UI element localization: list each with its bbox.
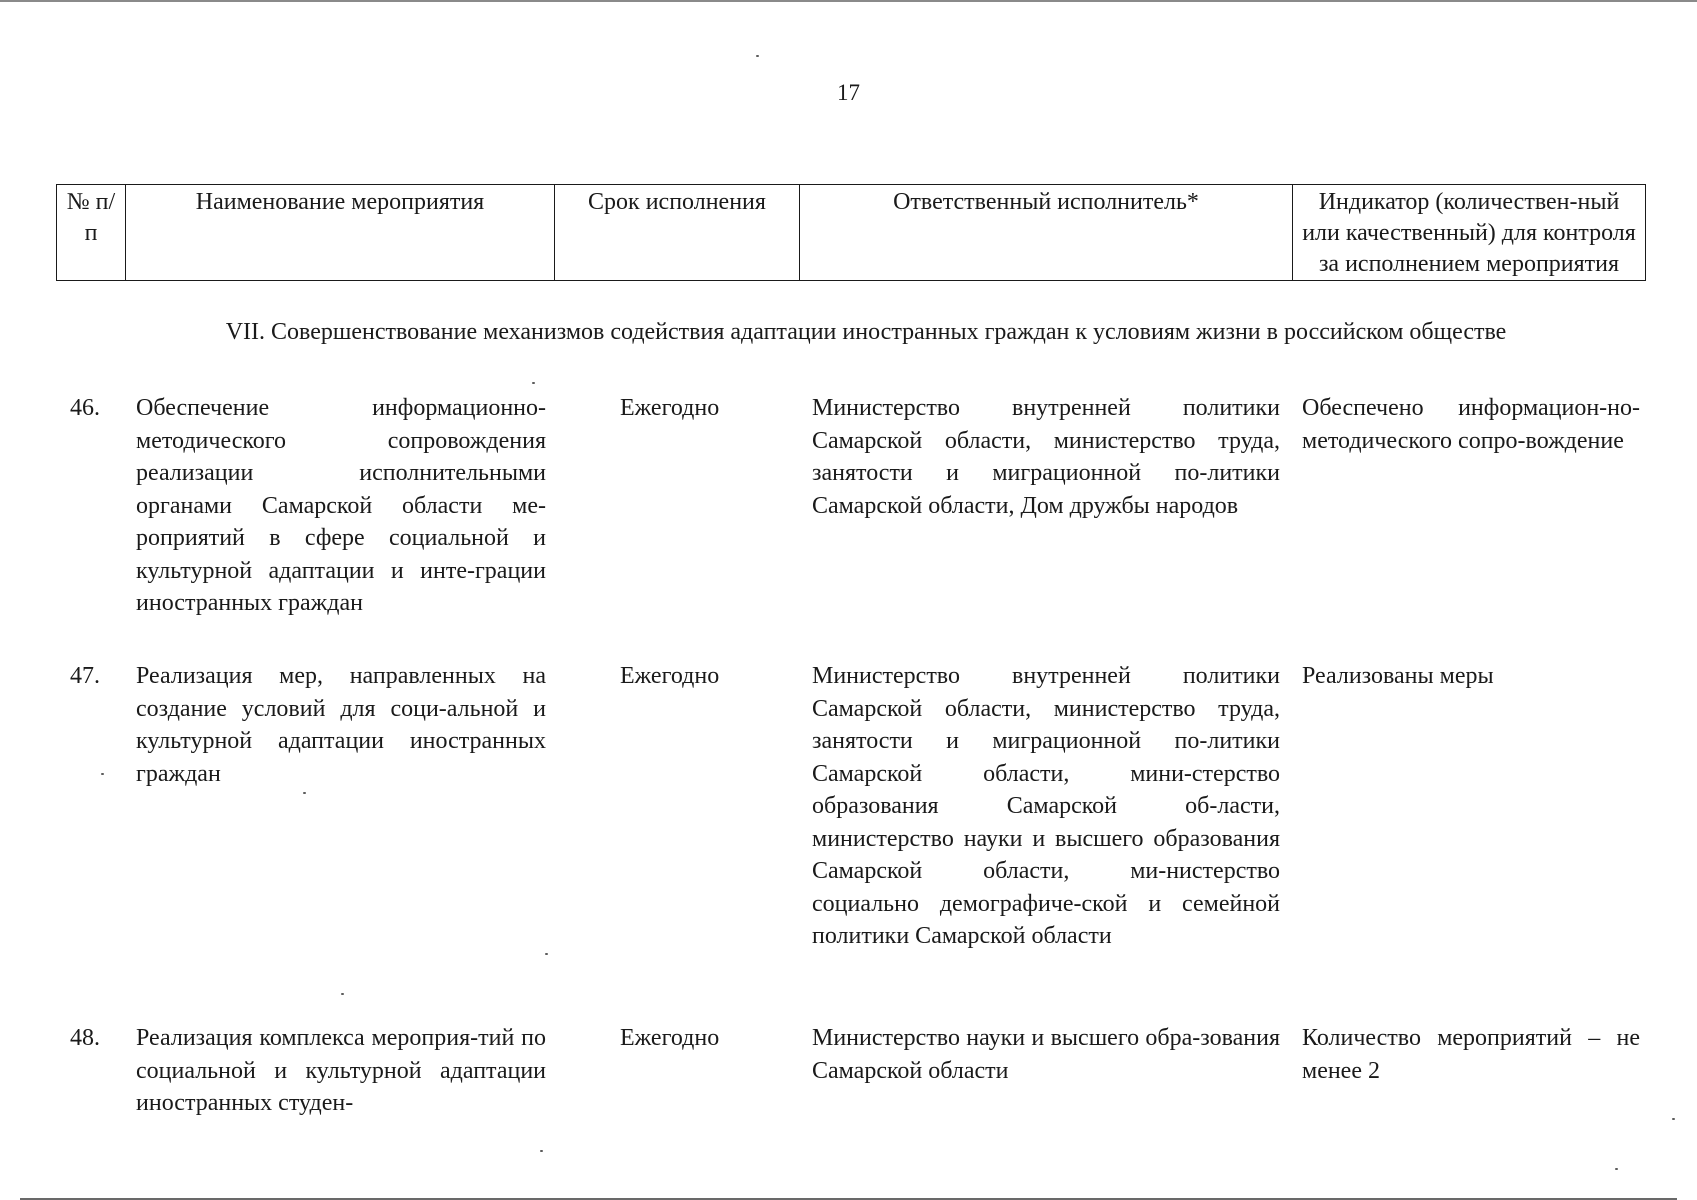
header-col-name: Наименование мероприятия xyxy=(126,185,555,281)
row-term: Ежегодно xyxy=(620,663,720,689)
row-number: 46. xyxy=(70,395,100,421)
scan-speck xyxy=(1672,1118,1675,1120)
row-indicator: Реализованы меры xyxy=(1302,663,1494,689)
row-responsible: Министерство внутренней политики Самарской области, министерство труда, занятости и миграционной по-литики Самарской области, мини-стерство образования Самарской об-ласти, министерство науки и высшего образования Самарской области, ми-нистерство социально демографиче-ской и семейной политики Самарской области xyxy=(812,663,1280,949)
scan-speck xyxy=(756,55,759,57)
row-term: Ежегодно xyxy=(620,395,720,421)
scan-speck xyxy=(532,382,535,384)
row-name: Реализация комплекса мероприя-тий по социальной и культурной адаптации иностранных студен- xyxy=(136,1025,546,1116)
section-title: VII. Совершенствование механизмов содействия адаптации иностранных граждан к условиям жизни в российском обществе xyxy=(225,319,1507,345)
scan-edge-top xyxy=(0,0,1697,2)
scan-speck xyxy=(1615,1168,1618,1170)
row-number: 48. xyxy=(70,1025,100,1051)
header-col-indicator: Индикатор (количествен-ный или качественный) для контроля за исполнением мероприятия xyxy=(1293,185,1646,281)
scan-speck xyxy=(101,773,104,775)
row-responsible: Министерство науки и высшего обра-зования Самарской области xyxy=(812,1025,1280,1084)
scan-speck xyxy=(540,1150,543,1152)
row-name: Реализация мер, направленных на создание условий для соци-альной и культурной адаптации иностранных граждан xyxy=(136,663,546,787)
row-term: Ежегодно xyxy=(620,1025,720,1051)
table-header xyxy=(56,184,1646,281)
page-number: 17 xyxy=(837,80,860,105)
scan-speck xyxy=(545,953,548,955)
header-col-number: № п/п xyxy=(57,185,126,281)
scan-speck xyxy=(303,792,306,794)
header-col-term: Срок исполнения xyxy=(555,185,800,281)
row-responsible: Министерство внутренней политики Самарской области, министерство труда, занятости и миграционной по-литики Самарской области, Дом дружбы народов xyxy=(812,395,1280,519)
scan-speck xyxy=(341,993,344,995)
row-name: Обеспечение информационно-методического сопровождения реализации исполнительными органами Самарской области ме-роприятий в сфере социальной и культурной адаптации и инте-грации иностранных граждан xyxy=(136,395,546,616)
row-indicator: Обеспечено информацион-но-методического сопро-вождение xyxy=(1302,395,1640,454)
row-number: 47. xyxy=(70,663,100,689)
header-col-responsible: Ответственный исполнитель* xyxy=(800,185,1293,281)
row-indicator: Количество мероприятий – не менее 2 xyxy=(1302,1025,1640,1084)
